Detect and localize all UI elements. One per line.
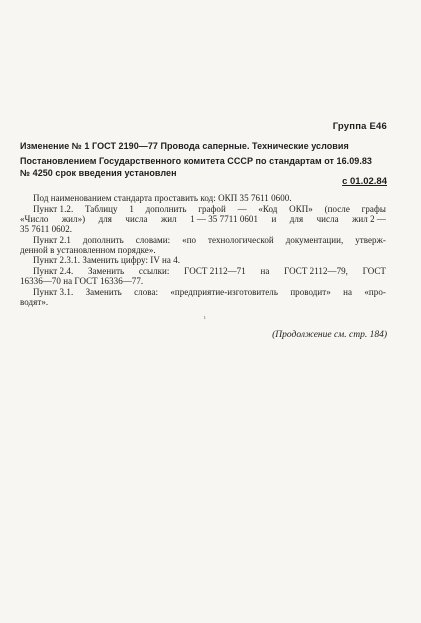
word: графы — [361, 204, 386, 214]
word: ГОСТ — [362, 266, 386, 276]
word: «Число — [20, 214, 49, 224]
word: ГОСТ 2112—71 — [184, 266, 246, 276]
word: документации, — [285, 235, 344, 245]
word: утверж- — [355, 235, 386, 245]
word: для — [98, 214, 112, 224]
word: дополнить — [82, 235, 124, 245]
paragraph-1-2-line-2 — [20, 214, 386, 224]
word: 1 — [129, 204, 134, 214]
word: Пункт 2.1 — [33, 235, 71, 245]
paragraph-3-1-line-2: водят». — [20, 297, 49, 307]
paragraph-2-1-line-1 — [33, 235, 386, 245]
paragraph-1-2-line-1 — [33, 204, 386, 214]
word: для — [289, 214, 304, 224]
change-title: Изменение № 1 ГОСТ 2190—77 Провода саперные. Технические условия — [20, 141, 349, 151]
word: Пункт 2.4. — [33, 266, 74, 276]
paragraph-2-1-line-2: денной в установленном порядке». — [20, 245, 156, 255]
word: технологической — [208, 235, 274, 245]
word: «Код — [258, 204, 278, 214]
word: жил») — [61, 214, 86, 224]
resolution-line: Постановлением Государственного комитета СССР по стандартам от 16.09.83 — [20, 156, 372, 166]
resolution-line-2: № 4250 срок введения установлен — [20, 168, 177, 178]
word: Заменить — [85, 287, 122, 297]
paragraph-2-4-line-1 — [33, 266, 386, 276]
continuation-note: (Продолжение см. стр. 184) — [272, 330, 387, 340]
word: графой — [198, 204, 226, 214]
word: числа — [316, 214, 339, 224]
word: дополнить — [145, 204, 187, 214]
word: слова: — [134, 287, 159, 297]
word: ссылки: — [138, 266, 170, 276]
stray-mark: ı — [204, 315, 206, 321]
paragraph-3-1-line-1 — [33, 287, 386, 297]
word: — — [237, 204, 247, 214]
paragraph-2-3-1: Пункт 2.3.1. Заменить цифру: IV на 4. — [33, 255, 181, 265]
word: жил 2 — — [352, 214, 386, 224]
word: «про- — [364, 287, 386, 297]
word: 1 — 35 7711 0601 — [190, 214, 259, 224]
word: Пункт 3.1. — [33, 287, 74, 297]
paragraph-1-2-line-3: 35 7611 0602. — [20, 224, 73, 234]
word: на — [260, 266, 270, 276]
word: Пункт 1.2. — [33, 204, 74, 214]
word: жил — [160, 214, 177, 224]
word: (после — [324, 204, 350, 214]
word: и — [271, 214, 277, 224]
paragraph-2-4-line-2: 16336—70 на ГОСТ 16336—77. — [20, 276, 144, 286]
word: на — [343, 287, 353, 297]
word: ГОСТ 2112—79, — [284, 266, 348, 276]
paragraph-okp-code: Под наименованием стандарта проставить код: ОКП 35 7611 0600. — [33, 193, 292, 203]
word: Заменить — [87, 266, 125, 276]
word: словами: — [135, 235, 171, 245]
word: «предприятие-изготовитель — [170, 287, 279, 297]
group-code: Группа Е46 — [332, 121, 387, 132]
word: «по — [182, 235, 197, 245]
effective-date: с 01.02.84 — [342, 176, 387, 187]
word: числа — [125, 214, 148, 224]
word: Таблицу — [84, 204, 118, 214]
word: проводит» — [290, 287, 331, 297]
word: ОКП» — [289, 204, 313, 214]
